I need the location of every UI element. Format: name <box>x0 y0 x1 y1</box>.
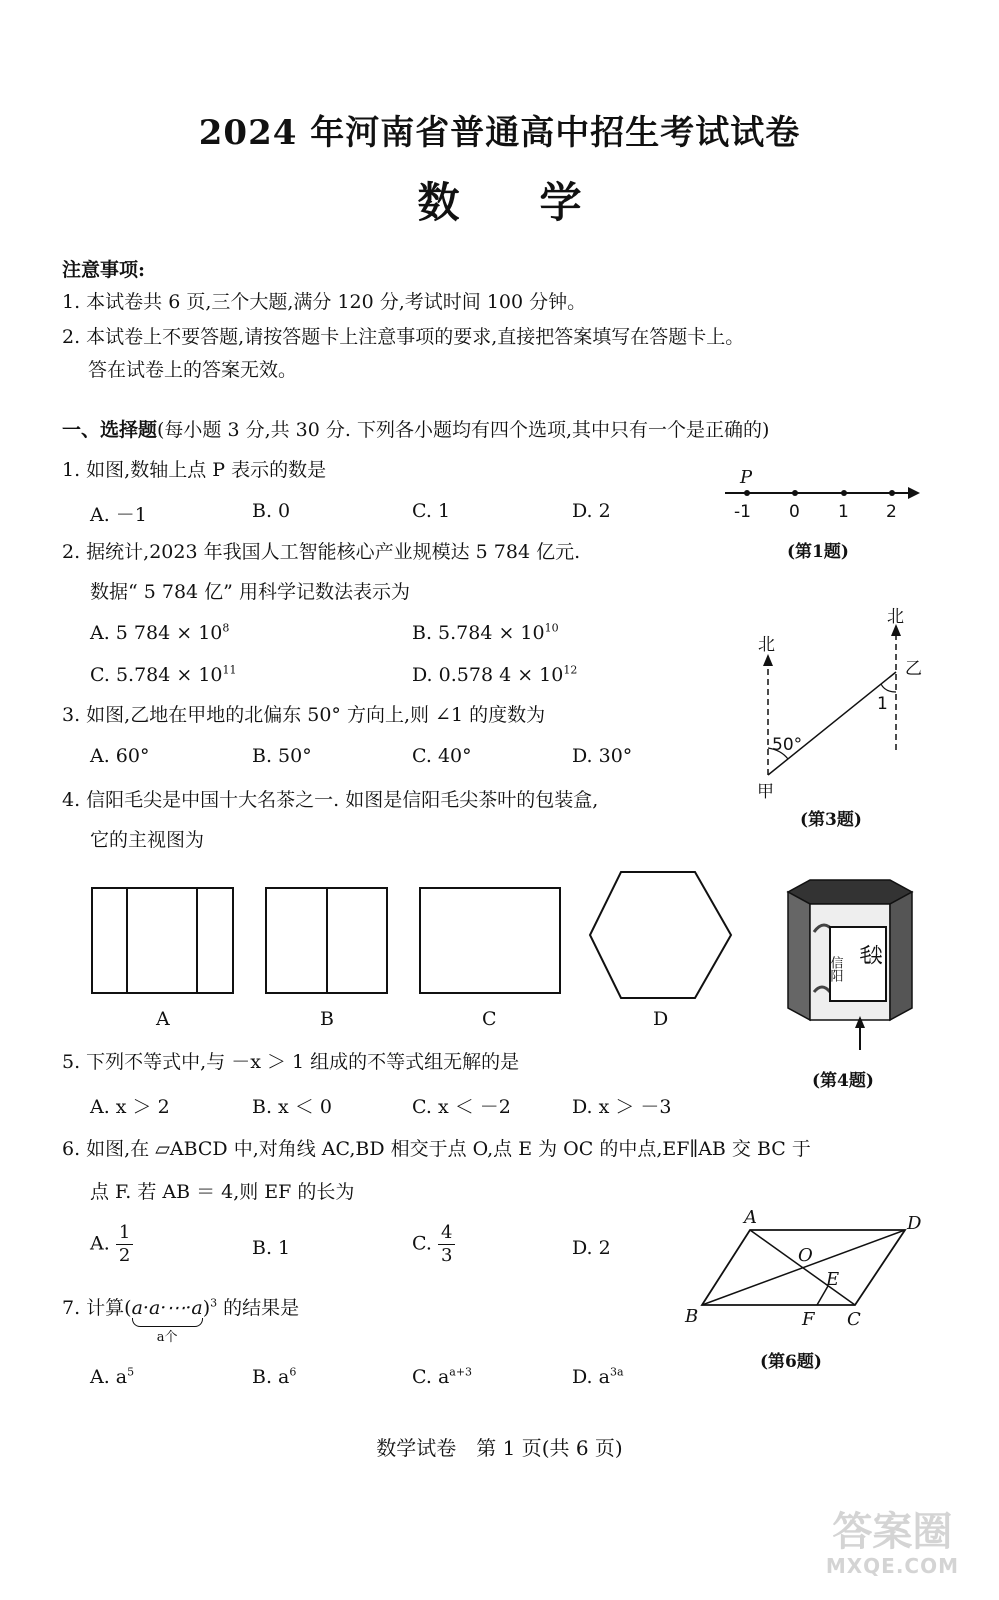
q7-option-c: C. $a^{a+3}$ <box>412 1365 473 1388</box>
label-o: O <box>798 1245 813 1266</box>
q3-caption: (第3题) <box>800 810 862 830</box>
q2-option-d: D. 0.578 $4 \times 10^{12}$ <box>412 663 578 686</box>
choice-a-figure <box>92 888 233 993</box>
subject-char-1: 数 <box>417 178 460 227</box>
tick-label-0: 0 <box>789 502 800 522</box>
tick-point-2 <box>889 490 895 496</box>
north-arrow-jia <box>763 654 773 666</box>
q3-option-b: B. 50° <box>252 745 312 767</box>
q5-option-d: D. x ＞ －3 <box>572 1096 672 1118</box>
q1-option-b: B. 0 <box>252 500 291 522</box>
north-label-1: 北 <box>758 635 775 655</box>
angle-1-arc <box>881 684 896 692</box>
q2-stem-1: 2. 据统计,2023 年我国人工智能核心产业规模达 5 784 亿元. <box>62 541 581 563</box>
tick-label-1: 1 <box>838 502 849 522</box>
number-line-arrow <box>908 487 920 499</box>
q7-underbrace-label: a个 <box>156 1330 178 1345</box>
q6-option-a-fraction: $\frac{1}{2}$ <box>116 1222 133 1267</box>
q7-stem: 7. 计算(a·a·⋯·a a个 )$^3$ 的结果是 <box>62 1296 299 1320</box>
note-item-2: 2. 本试卷上不要答题,请按答题卡上注意事项的要求,直接把答案填写在答题卡上。 <box>62 326 745 348</box>
tea-box-small-text: 信阳 <box>827 956 843 982</box>
subject-title <box>0 170 999 230</box>
tea-box-big-text-1: 毛尖 <box>860 943 882 967</box>
q4-stem-1: 4. 信阳毛尖是中国十大名茶之一. 如图是信阳毛尖茶叶的包装盒, <box>62 789 599 811</box>
q4-stem-2: 它的主视图为 <box>90 829 205 851</box>
q6-option-d: D. 2 <box>572 1237 611 1259</box>
jia-yi-line <box>768 672 896 775</box>
q1-caption: (第1题) <box>787 542 849 562</box>
q3-option-d: D. 30° <box>572 745 633 767</box>
q6-option-c-fraction: $\frac{4}{3}$ <box>438 1222 455 1267</box>
angle-1-label: 1 <box>877 694 888 714</box>
q2-stem-2: 数据“ 5 784 亿” 用科学记数法表示为 <box>90 581 410 603</box>
choice-d-figure <box>590 872 731 998</box>
label-f: F <box>802 1309 815 1330</box>
note-item-2-cont: 答在试卷上的答案无效。 <box>88 359 298 381</box>
section1-label: 一、选择题 <box>62 419 158 441</box>
north-label-2: 北 <box>887 607 904 627</box>
q2-option-a: A. 5 $784 \times 10^8$ <box>90 621 230 644</box>
q3-option-c: C. 40° <box>412 745 472 767</box>
notes-heading: 注意事项: <box>62 259 146 281</box>
q4-choice-a-label: A <box>156 1008 170 1030</box>
point-p-label: P <box>740 467 753 488</box>
label-d: D <box>907 1213 922 1234</box>
jia-label: 甲 <box>757 782 774 802</box>
label-b: B <box>685 1306 699 1327</box>
q7-option-a: A. $a^5$ <box>90 1365 135 1388</box>
q5-option-c: C. x ＜ －2 <box>412 1096 511 1118</box>
q4-choice-c-label: C <box>482 1008 497 1030</box>
subject-char-2: 学 <box>539 178 582 227</box>
q4-choice-d-label: D <box>653 1008 669 1030</box>
q1-option-a: A. －1 <box>90 504 147 526</box>
tick-point-neg1 <box>744 490 750 496</box>
section1-desc: (每小题 3 分,共 30 分. 下列各小题均有四个选项,其中只有一个是正确的) <box>157 419 770 441</box>
note-item-1: 1. 本试卷共 6 页,三个大题,满分 120 分,考试时间 100 分钟。 <box>62 291 587 313</box>
q4-choice-b-label: B <box>320 1008 334 1030</box>
q4-caption: (第4题) <box>812 1071 874 1091</box>
tick-label-2: 2 <box>886 502 897 522</box>
q6-stem-1: 6. 如图,在 ▱ABCD 中,对角线 AC,BD 相交于点 O,点 E 为 OC 的中点,EF∥AB 交 BC 于 <box>62 1138 811 1160</box>
tick-label-neg1: -1 <box>734 502 751 522</box>
choice-c-figure <box>420 888 560 993</box>
q7-option-d: D. $a^{3a}$ <box>572 1365 624 1388</box>
q6-option-b: B. 1 <box>252 1237 291 1259</box>
q5-stem: 5. 下列不等式中,与 －x ＞ 1 组成的不等式组无解的是 <box>62 1051 520 1073</box>
q7-product-expr: a·a·⋯·a a个 <box>132 1296 203 1320</box>
q6-option-a: A. $\frac{1}{2}$ <box>90 1222 133 1267</box>
tick-point-0 <box>792 490 798 496</box>
q6-parallelogram-figure <box>680 1205 930 1335</box>
diagonal-bd <box>702 1230 905 1305</box>
q4-view-choices <box>90 885 740 1000</box>
q5-option-a: A. x ＞ 2 <box>90 1096 170 1118</box>
tick-point-1 <box>841 490 847 496</box>
page-footer: 数学试卷 第 1 页(共 6 页) <box>376 1436 623 1460</box>
q6-caption: (第6题) <box>760 1352 822 1372</box>
q1-stem: 1. 如图,数轴上点 P 表示的数是 <box>62 459 327 481</box>
q1-option-d: D. 2 <box>572 500 611 522</box>
q2-option-b: B. $5.784 \times 10^{10}$ <box>412 621 559 644</box>
tea-box-image <box>780 872 930 1062</box>
q3-option-a: A. 60° <box>90 745 150 767</box>
exam-title: 2024 年河南省普通高中招生考试试卷 <box>198 113 801 153</box>
section1-heading <box>62 418 769 442</box>
watermark-logo: 答案圈 MXQE.COM <box>825 1509 959 1578</box>
label-e: E <box>826 1269 840 1290</box>
q6-stem-2: 点 F. 若 AB ＝ 4,则 EF 的长为 <box>90 1181 355 1203</box>
choice-b-figure <box>266 888 387 993</box>
label-a: A <box>744 1207 757 1228</box>
angle-50-label: 50° <box>772 735 803 755</box>
q5-option-b: B. x ＜ 0 <box>252 1096 332 1118</box>
label-c: C <box>847 1309 861 1330</box>
q6-option-c: C. $\frac{4}{3}$ <box>412 1222 455 1267</box>
q3-stem: 3. 如图,乙地在甲地的北偏东 50° 方向上,则 ∠1 的度数为 <box>62 704 546 726</box>
q7-option-b: B. $a^6$ <box>252 1365 297 1388</box>
yi-label: 乙 <box>905 659 922 679</box>
q3-direction-figure <box>745 607 935 802</box>
q1-option-c: C. 1 <box>412 500 451 522</box>
q2-option-c: C. $5.784 \times 10^{11}$ <box>90 663 237 686</box>
